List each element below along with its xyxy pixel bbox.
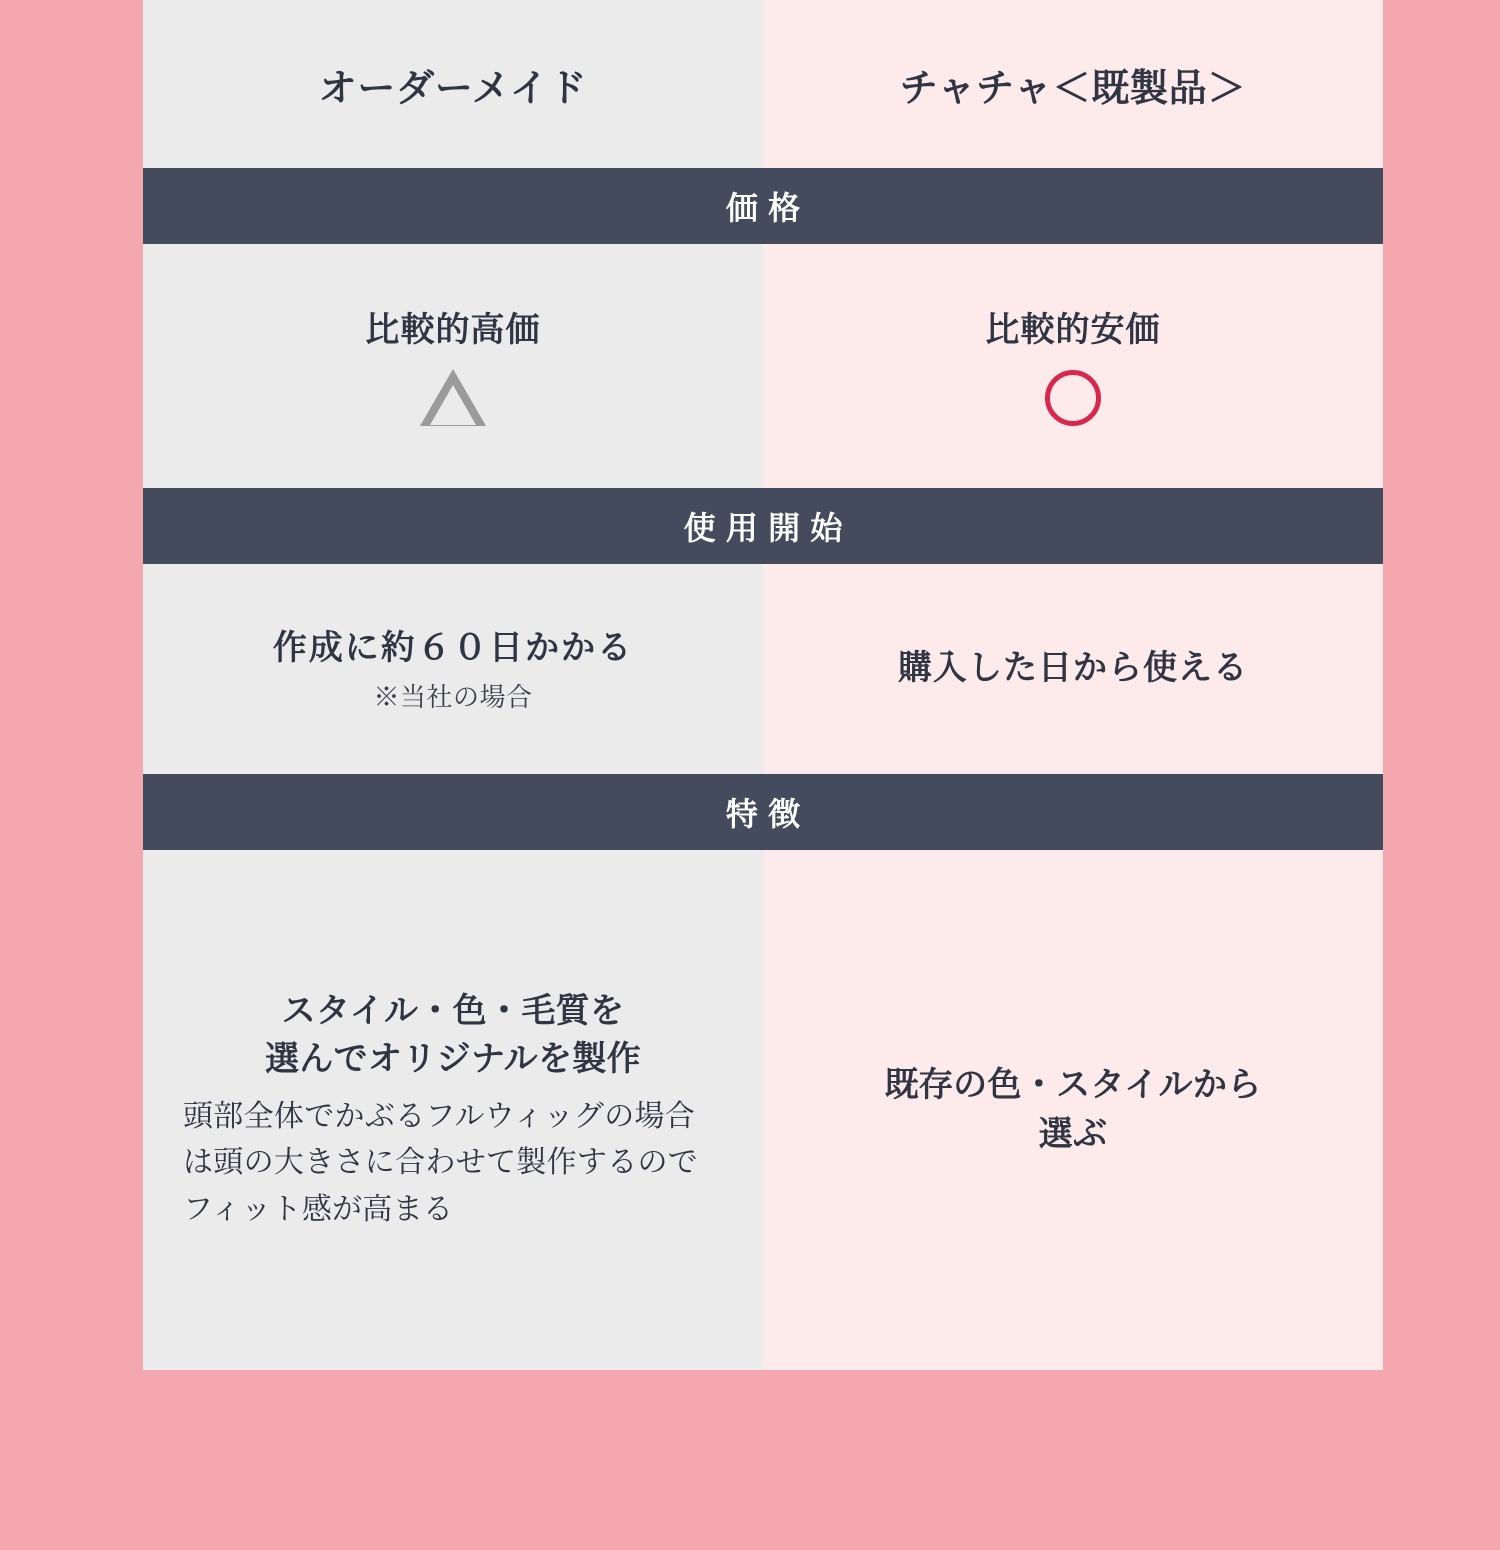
features-left-headline: スタイル・色・毛質を 選んでオリジナルを製作 <box>264 991 642 1079</box>
circle-mark <box>1045 370 1101 426</box>
usage-left-note: ※当社の場合 <box>373 682 533 713</box>
cell-features-ready-made <box>763 850 1383 1370</box>
triangle-mark <box>420 369 486 426</box>
column-header-ready-made: チャチャ＜既製品＞ <box>763 0 1383 168</box>
features-right-headline: 既存の色・スタイルから 選ぶ <box>884 1065 1262 1153</box>
price-right-headline: 比較的安価 <box>985 311 1161 350</box>
features-left-body: 頭部全体でかぶるフルウィッグの場合は頭の大きさに合わせて製作するのでフィット感が高まる <box>183 1099 699 1226</box>
table-header-row <box>143 0 1383 168</box>
section-band-usage-start: 使用開始 <box>143 488 1383 564</box>
section-band-price: 価格 <box>143 168 1383 244</box>
comparison-table <box>143 0 1383 1410</box>
section-band-features: 特徴 <box>143 774 1383 850</box>
cell-usage-made-to-order <box>143 564 763 774</box>
table-row-usage-start <box>143 564 1383 774</box>
cell-price-ready-made <box>763 244 1383 488</box>
usage-right-headline: 購入した日から使える <box>897 649 1249 688</box>
cell-price-made-to-order <box>143 244 763 488</box>
table-row-price <box>143 244 1383 488</box>
cell-features-made-to-order <box>143 850 763 1370</box>
cell-usage-ready-made <box>763 564 1383 774</box>
table-row-features <box>143 850 1383 1370</box>
price-left-headline: 比較的高価 <box>365 310 541 349</box>
usage-left-headline: 作成に約６０日かかる <box>272 628 634 667</box>
column-header-made-to-order: オーダーメイド <box>143 0 763 168</box>
